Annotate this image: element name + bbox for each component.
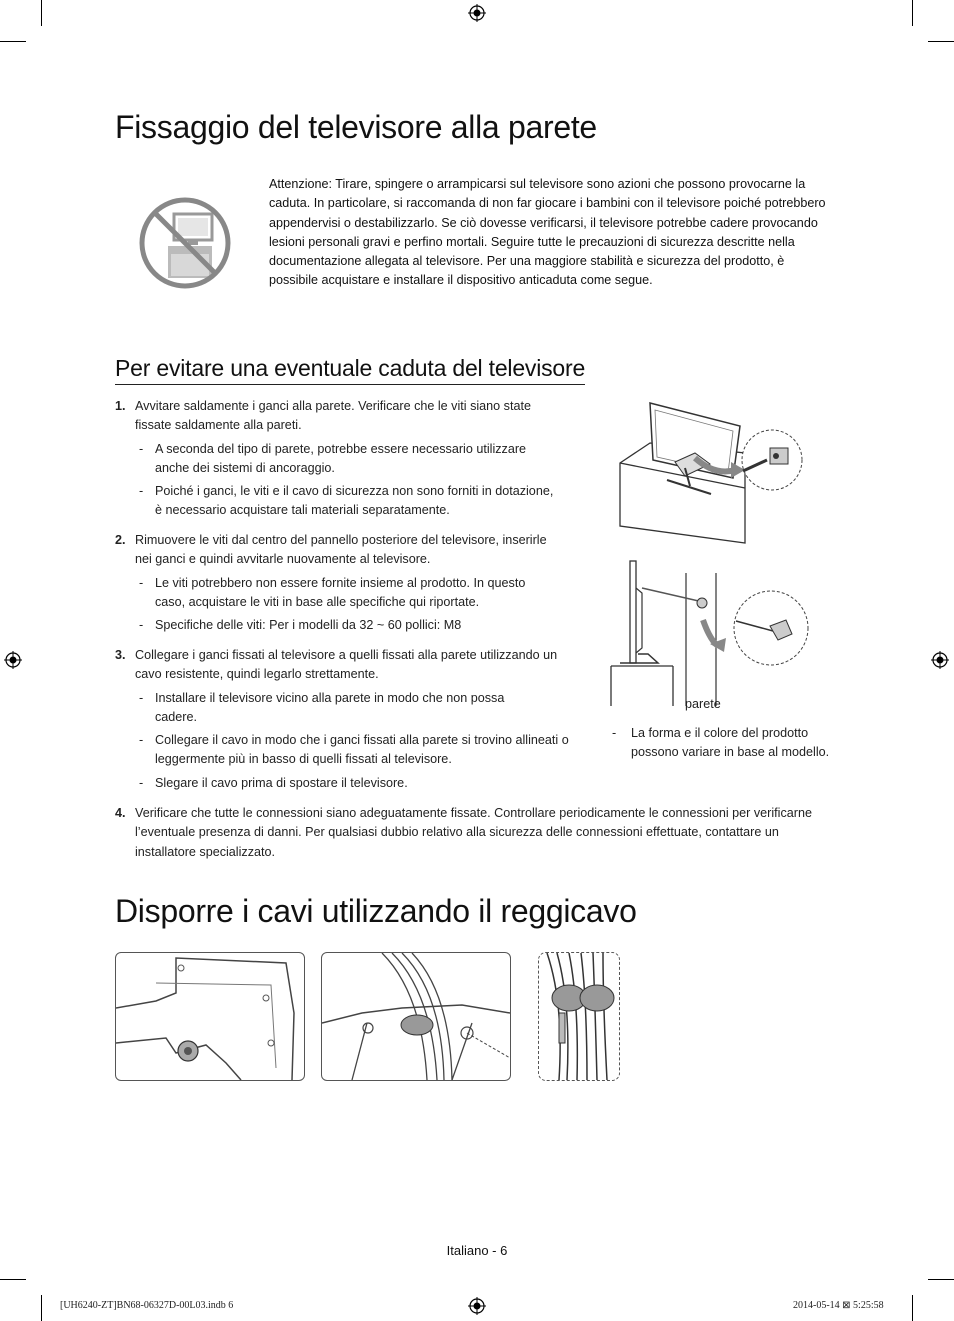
step-number: 2. (115, 533, 126, 547)
step-4 (115, 804, 830, 862)
step-text: Avvitare saldamente i ganci alla parete. Verificare che le viti siano state fissate saldamente alla pareti. (135, 399, 531, 433)
step-note: - Specifiche delle viti: Per i modelli da 32 ~ 60 pollici: M8 (139, 618, 462, 633)
step-number: 3. (115, 648, 126, 662)
crop-mark (912, 1295, 913, 1321)
tv-near-wall-diagram (608, 558, 818, 708)
section-title-cable-holder: Disporre i cavi utilizzando il reggicavo (115, 893, 637, 929)
registration-mark-icon (4, 651, 22, 669)
step-number: 1. (115, 399, 126, 413)
cable-clip-icon (539, 953, 619, 1080)
step-note: - Collegare il cavo in modo che i ganci fissati alla parete si trovino allineati o leggermente più in basso di quelli fissati al televisore. (139, 733, 569, 767)
cable-holder-image-1 (115, 952, 305, 1081)
step-text: Collegare i ganci fissati al televisore a quelli fissati alla parete utilizzando un cavo resistente, quindi legarlo strettamente. (135, 648, 558, 682)
crop-mark (928, 1279, 954, 1280)
tv-back-panel-icon (116, 953, 304, 1080)
crop-mark (928, 41, 954, 42)
step-3 (115, 646, 585, 793)
crop-mark (0, 1279, 26, 1280)
registration-mark-icon (468, 1297, 486, 1315)
crop-mark (41, 1295, 42, 1321)
warning-text: Attenzione: Tirare, spingere o arrampicarsi sul televisore sono azioni che possono provocarne la caduta. In particolare, si raccomanda di non far giocare i bambini con il televisore poiché potrebbero appendervisi o destabilizzarlo. Se ciò dovesse verificarsi, il televisore potrebbe cadere provocando lesioni personali gravi e perfino mortali. Seguire tutte le precauzioni di sicurezza descritte nella documentazione allegata al televisore. Per una maggiore stabilità e sicurezza del prodotto, è possibile acquistare e installare il dispositivo anticaduta come segue. (269, 177, 826, 288)
step-note: - Installare il televisore vicino alla parete in modo che non possa cadere. (139, 690, 505, 724)
wall-label: parete (685, 697, 721, 711)
step-note: - A seconda del tipo di parete, potrebbe essere necessario utilizzare anche dei sistemi di ancoraggio. (139, 441, 527, 475)
crop-mark (0, 41, 26, 42)
step-text: Verificare che tutte le connessioni siano adeguatamente fissate. Controllare periodicamente le connessioni per verificarne l’eventuale presenza di danni. Per qualsiasi dubbio relativo alla sicurezza delle connessioni effettuate, contattare un installatore specializzato. (135, 806, 812, 859)
crop-mark (41, 0, 42, 26)
file-slug: [UH6240-ZT]BN68-06327D-00L03.indb 6 (60, 1300, 234, 1311)
registration-mark-icon (468, 4, 486, 22)
cable-bundle-icon (322, 953, 510, 1080)
registration-mark-icon (931, 651, 949, 669)
step-text: Rimuovere le viti dal centro del pannello posteriore del televisore, inserirle nei ganci e quindi avvitarle nuovamente al televisore. (135, 533, 547, 567)
step-note: - Le viti potrebbero non essere fornite insieme al prodotto. In questo caso, acquistare le viti in base alle specifiche qui riportate. (139, 575, 526, 609)
page-number: Italiano - 6 (446, 1243, 508, 1258)
subsection-title: Per evitare una eventuale caduta del televisore (115, 355, 585, 385)
no-climbing-tv-icon (138, 196, 232, 290)
step-note: - Slegare il cavo prima di spostare il televisore. (139, 775, 408, 790)
crop-mark (912, 0, 913, 26)
section-title-wall-mount: Fissaggio del televisore alla parete (115, 109, 597, 145)
tv-on-stand-diagram (615, 398, 805, 548)
step-2 (115, 531, 555, 635)
step-1 (115, 397, 555, 521)
print-timestamp: 2014-05-14 ⊠ 5:25:58 (793, 1300, 884, 1311)
cable-holder-image-2 (321, 952, 511, 1081)
step-number: 4. (115, 806, 126, 820)
step-note: - Poiché i ganci, le viti e il cavo di sicurezza non sono forniti in dotazione, è necessario acquistare tali materiali separatamente. (139, 484, 554, 518)
model-note: - La forma e il colore del prodotto possono variare in base al modello. (612, 726, 830, 760)
cable-holder-detail (538, 952, 620, 1081)
